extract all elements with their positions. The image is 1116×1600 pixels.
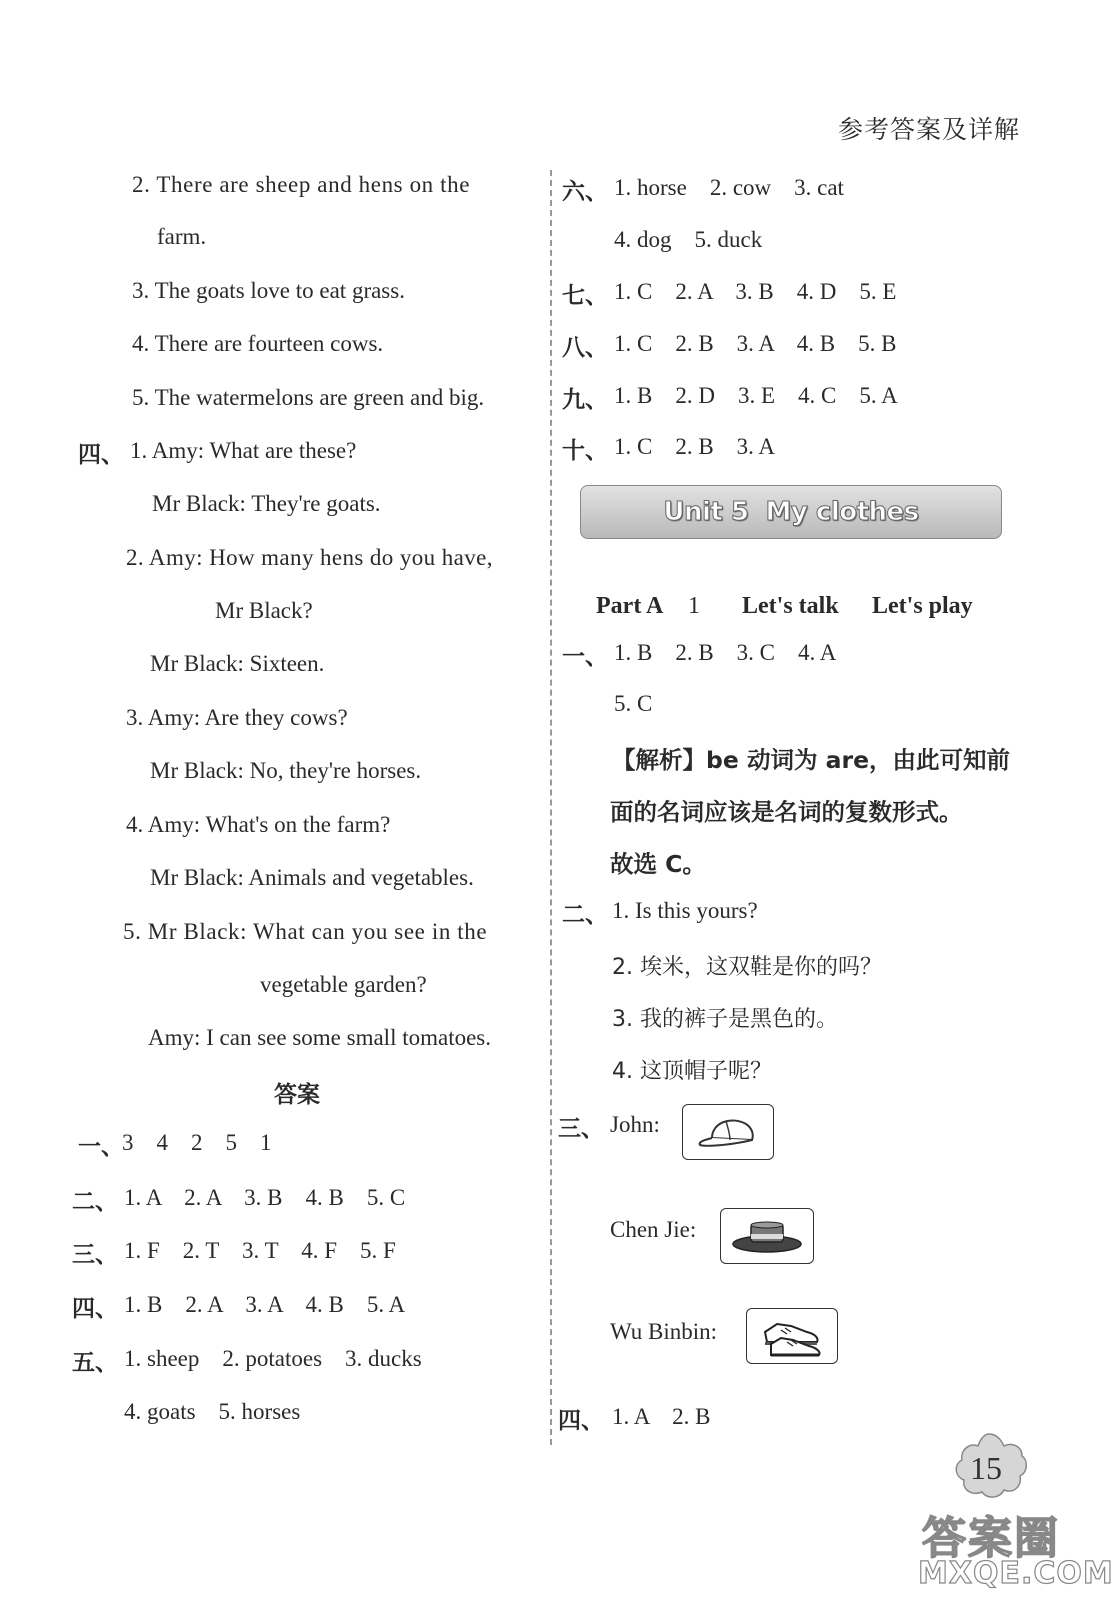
ans-label: 六、 xyxy=(562,179,608,205)
analysis-line: 面的名词应该是名词的复数形式。 xyxy=(610,798,963,826)
s3-item-2: 2. There are sheep and hens on the xyxy=(132,172,471,197)
shoes-picture xyxy=(746,1308,838,1364)
analysis-line: 【解析】be 动词为 are，由此可知前 xyxy=(612,746,1011,774)
unit-banner-title: Unit 5 My clothes xyxy=(663,497,919,527)
s4-line: Mr Black: Sixteen. xyxy=(150,651,325,676)
ans-text: 1. C 2. B 3. A 4. B 5. B xyxy=(614,331,897,356)
ans-text: 1. sheep 2. potatoes 3. ducks xyxy=(124,1346,422,1371)
s4-line: 1. Amy: What are these? xyxy=(130,438,357,463)
s3-item-5: 5. The watermelons are green and big. xyxy=(132,385,485,410)
s4-label: 四、 xyxy=(78,442,124,468)
s3-item-4: 4. There are fourteen cows. xyxy=(132,331,384,356)
q4-label: 四、 xyxy=(558,1408,604,1434)
ans-label: 八、 xyxy=(562,335,608,361)
s3-item-3: 3. The goats love to eat grass. xyxy=(132,278,405,303)
ans-text: 3 4 2 5 1 xyxy=(122,1130,272,1155)
q2-line: 3. 我的裤子是黑色的。 xyxy=(612,1007,838,1032)
ans-text: 1. B 2. A 3. A 4. B 5. A xyxy=(124,1292,406,1317)
q2-line: 2. 埃米，这双鞋是你的吗？ xyxy=(612,955,882,980)
q1-label: 一、 xyxy=(562,644,608,670)
watermark-bottom: MXQE.COM xyxy=(918,1556,1114,1591)
lets-talk-label: Let's talk xyxy=(742,593,839,619)
watermark-top: 答案圈 xyxy=(922,1513,1060,1564)
unit-banner xyxy=(580,485,1002,539)
column-divider xyxy=(550,170,552,1445)
ans-text: 1. C 2. A 3. B 4. D 5. E xyxy=(614,279,897,304)
s4-line: vegetable garden? xyxy=(260,972,427,997)
q3-name-john: John: xyxy=(610,1112,660,1137)
ans-text: 4. dog 5. duck xyxy=(614,227,763,252)
analysis-line: 故选 C。 xyxy=(610,850,706,878)
ans-label: 五、 xyxy=(72,1350,118,1376)
q3-name-wu-binbin: Wu Binbin: xyxy=(610,1319,718,1344)
ans-label: 一、 xyxy=(78,1134,124,1160)
part-number: 1 xyxy=(688,593,700,619)
answers-heading: 答案 xyxy=(274,1082,320,1108)
hat-picture xyxy=(720,1208,814,1264)
q2-line: 4. 这顶帽子呢？ xyxy=(612,1059,772,1084)
ans-label: 七、 xyxy=(562,283,608,309)
s4-line: 5. Mr Black: What can you see in the xyxy=(123,919,488,944)
q1-cont: 5. C xyxy=(614,691,653,716)
ans-text: 1. A 2. A 3. B 4. B 5. C xyxy=(124,1185,406,1210)
shoes-icon xyxy=(757,1314,827,1358)
q2-line: 1. Is this yours? xyxy=(612,898,758,923)
q3-label: 三、 xyxy=(558,1116,604,1142)
ans-label: 九、 xyxy=(562,387,608,413)
ans-label: 四、 xyxy=(72,1296,118,1322)
page-number: 15 xyxy=(970,1450,1002,1486)
s4-line: 4. Amy: What's on the farm? xyxy=(126,812,391,837)
page-header-title: 参考答案及详解 xyxy=(837,115,1020,144)
ans-text-cont: 4. goats 5. horses xyxy=(124,1399,301,1424)
ans-text: 1. F 2. T 3. T 4. F 5. F xyxy=(124,1238,396,1263)
s4-line: Mr Black: Animals and vegetables. xyxy=(150,865,474,890)
cap-icon xyxy=(692,1112,764,1152)
s3-item-2-cont: farm. xyxy=(157,224,207,249)
lets-play-label: Let's play xyxy=(872,593,973,619)
q3-name-chen-jie: Chen Jie: xyxy=(610,1217,697,1242)
q4-text: 1. A 2. B xyxy=(612,1404,711,1429)
ans-text: 1. horse 2. cow 3. cat xyxy=(614,175,844,200)
cap-picture xyxy=(682,1104,774,1160)
part-a-label: Part A xyxy=(596,593,664,619)
s4-line: Mr Black? xyxy=(215,598,313,623)
s4-line: 3. Amy: Are they cows? xyxy=(126,705,348,730)
s4-line: 2. Amy: How many hens do you have, xyxy=(126,545,493,570)
ans-label: 三、 xyxy=(72,1242,118,1268)
q2-label: 二、 xyxy=(562,902,608,928)
hat-icon xyxy=(729,1216,805,1256)
q1-text: 1. B 2. B 3. C 4. A xyxy=(614,640,837,665)
s4-line: Mr Black: No, they're horses. xyxy=(150,758,422,783)
ans-text: 1. C 2. B 3. A xyxy=(614,434,776,459)
ans-label: 十、 xyxy=(562,438,608,464)
s4-line: Mr Black: They're goats. xyxy=(152,491,381,516)
s4-line: Amy: I can see some small tomatoes. xyxy=(148,1025,492,1050)
ans-label: 二、 xyxy=(72,1189,118,1215)
ans-text: 1. B 2. D 3. E 4. C 5. A xyxy=(614,383,898,408)
